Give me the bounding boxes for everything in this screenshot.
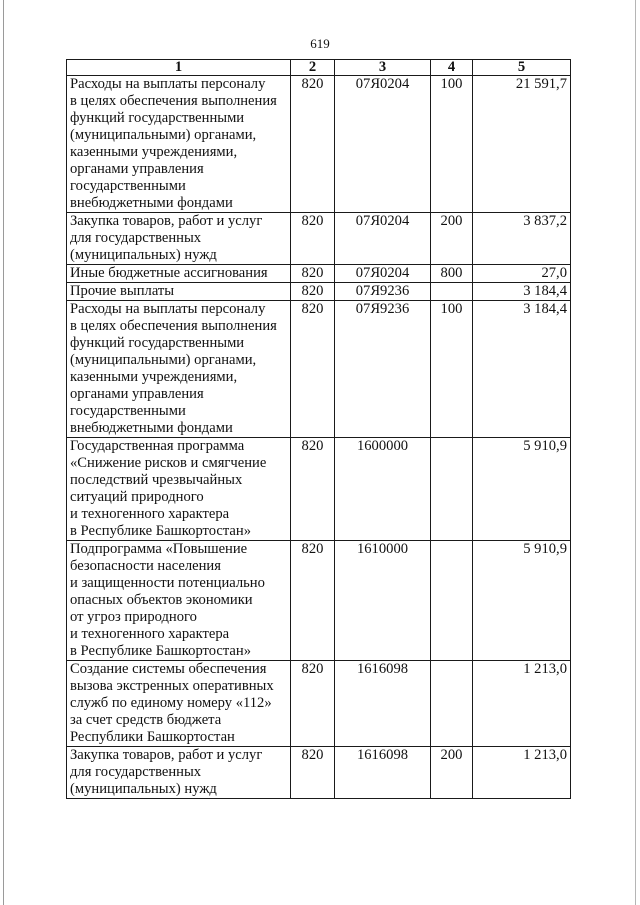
description-line: в целях обеспечения выполнения xyxy=(70,318,277,334)
cell-expense-type: 800 xyxy=(431,265,473,283)
cell-admin-code: 820 xyxy=(291,747,335,799)
cell-description xyxy=(67,438,291,541)
cell-amount: 1 213,0 xyxy=(473,661,571,747)
scan-edge-right xyxy=(635,0,636,905)
description-line: последствий чрезвычайных xyxy=(70,472,243,488)
cell-amount: 5 910,9 xyxy=(473,541,571,661)
cell-target-article: 07Я0204 xyxy=(335,265,431,283)
description-line: опасных объектов экономики xyxy=(70,592,253,608)
description-line: (муниципальных) нужд xyxy=(70,781,217,797)
cell-expense-type xyxy=(431,541,473,661)
cell-description xyxy=(67,541,291,661)
description-line: и техногенного характера xyxy=(70,506,230,522)
budget-table xyxy=(66,59,571,799)
description-line: внебюджетными фондами xyxy=(70,420,233,436)
cell-expense-type: 200 xyxy=(431,213,473,265)
cell-target-article: 1616098 xyxy=(335,661,431,747)
cell-admin-code: 820 xyxy=(291,661,335,747)
description-line: органами управления xyxy=(70,161,204,177)
cell-admin-code: 820 xyxy=(291,283,335,301)
table-row xyxy=(67,438,571,541)
cell-amount: 3 837,2 xyxy=(473,213,571,265)
cell-description xyxy=(67,661,291,747)
description-line: и защищенности потенциально xyxy=(70,575,265,591)
cell-target-article: 07Я9236 xyxy=(335,301,431,438)
cell-description xyxy=(67,76,291,213)
description-line: и техногенного характера xyxy=(70,626,230,642)
description-line: служб по единому номеру «112» xyxy=(70,695,272,711)
scan-edge-left xyxy=(3,0,4,905)
table-row xyxy=(67,76,571,213)
description-line: «Снижение рисков и смягчение xyxy=(70,455,267,471)
description-line: Расходы на выплаты персоналу xyxy=(70,301,266,317)
description-line: вызова экстренных оперативных xyxy=(70,678,274,694)
column-header-2: 2 xyxy=(291,60,335,76)
description-line: ситуаций природного xyxy=(70,489,204,505)
description-line: (муниципальными) органами, xyxy=(70,127,257,143)
table-row xyxy=(67,283,571,301)
description-line: Прочие выплаты xyxy=(70,283,175,299)
cell-target-article: 1616098 xyxy=(335,747,431,799)
cell-admin-code: 820 xyxy=(291,541,335,661)
cell-target-article: 1600000 xyxy=(335,438,431,541)
cell-expense-type: 100 xyxy=(431,76,473,213)
description-line: государственными xyxy=(70,403,186,419)
cell-description xyxy=(67,747,291,799)
cell-amount: 3 184,4 xyxy=(473,301,571,438)
description-line: функций государственными xyxy=(70,110,245,126)
description-line: органами управления xyxy=(70,386,204,402)
cell-target-article: 07Я0204 xyxy=(335,213,431,265)
description-line: для государственных xyxy=(70,764,202,780)
column-header-1: 1 xyxy=(67,60,291,76)
table-header-row xyxy=(67,60,571,76)
description-line: функций государственными xyxy=(70,335,245,351)
description-line: Создание системы обеспечения xyxy=(70,661,267,677)
description-line: Республики Башкортостан xyxy=(70,729,235,745)
cell-target-article: 07Я0204 xyxy=(335,76,431,213)
table-row xyxy=(67,661,571,747)
description-line: Иные бюджетные ассигнования xyxy=(70,265,268,281)
description-line: государственными xyxy=(70,178,186,194)
description-line: Государственная программа xyxy=(70,438,245,454)
description-line: Расходы на выплаты персоналу xyxy=(70,76,266,92)
cell-admin-code: 820 xyxy=(291,76,335,213)
description-line: Закупка товаров, работ и услуг xyxy=(70,213,263,229)
table-row xyxy=(67,213,571,265)
description-line: безопасности населения xyxy=(70,558,221,574)
cell-amount: 1 213,0 xyxy=(473,747,571,799)
cell-admin-code: 820 xyxy=(291,213,335,265)
description-line: (муниципальными) органами, xyxy=(70,352,257,368)
description-line: внебюджетными фондами xyxy=(70,195,233,211)
description-line: казенными учреждениями, xyxy=(70,144,238,160)
description-line: за счет средств бюджета xyxy=(70,712,222,728)
page-number: 619 xyxy=(310,36,330,51)
cell-description xyxy=(67,283,291,301)
cell-amount: 5 910,9 xyxy=(473,438,571,541)
description-line: для государственных xyxy=(70,230,202,246)
table-row xyxy=(67,265,571,283)
cell-admin-code: 820 xyxy=(291,265,335,283)
table-row xyxy=(67,301,571,438)
cell-expense-type: 200 xyxy=(431,747,473,799)
cell-amount: 21 591,7 xyxy=(473,76,571,213)
table-row xyxy=(67,541,571,661)
cell-expense-type xyxy=(431,283,473,301)
table-body xyxy=(67,76,571,799)
cell-description xyxy=(67,213,291,265)
cell-description xyxy=(67,301,291,438)
description-line: казенными учреждениями, xyxy=(70,369,238,385)
description-line: в Республике Башкортостан» xyxy=(70,523,252,539)
cell-admin-code: 820 xyxy=(291,438,335,541)
description-line: в целях обеспечения выполнения xyxy=(70,93,277,109)
column-header-4: 4 xyxy=(431,60,473,76)
cell-expense-type: 100 xyxy=(431,301,473,438)
description-line: (муниципальных) нужд xyxy=(70,247,217,263)
cell-amount: 27,0 xyxy=(473,265,571,283)
cell-description xyxy=(67,265,291,283)
description-line: в Республике Башкортостан» xyxy=(70,643,252,659)
cell-admin-code: 820 xyxy=(291,301,335,438)
column-header-3: 3 xyxy=(335,60,431,76)
cell-target-article: 1610000 xyxy=(335,541,431,661)
description-line: Закупка товаров, работ и услуг xyxy=(70,747,263,763)
description-line: от угроз природного xyxy=(70,609,197,625)
cell-amount: 3 184,4 xyxy=(473,283,571,301)
cell-target-article: 07Я9236 xyxy=(335,283,431,301)
description-line: Подпрограмма «Повышение xyxy=(70,541,248,557)
cell-expense-type xyxy=(431,661,473,747)
cell-expense-type xyxy=(431,438,473,541)
table-row xyxy=(67,747,571,799)
column-header-5: 5 xyxy=(473,60,571,76)
